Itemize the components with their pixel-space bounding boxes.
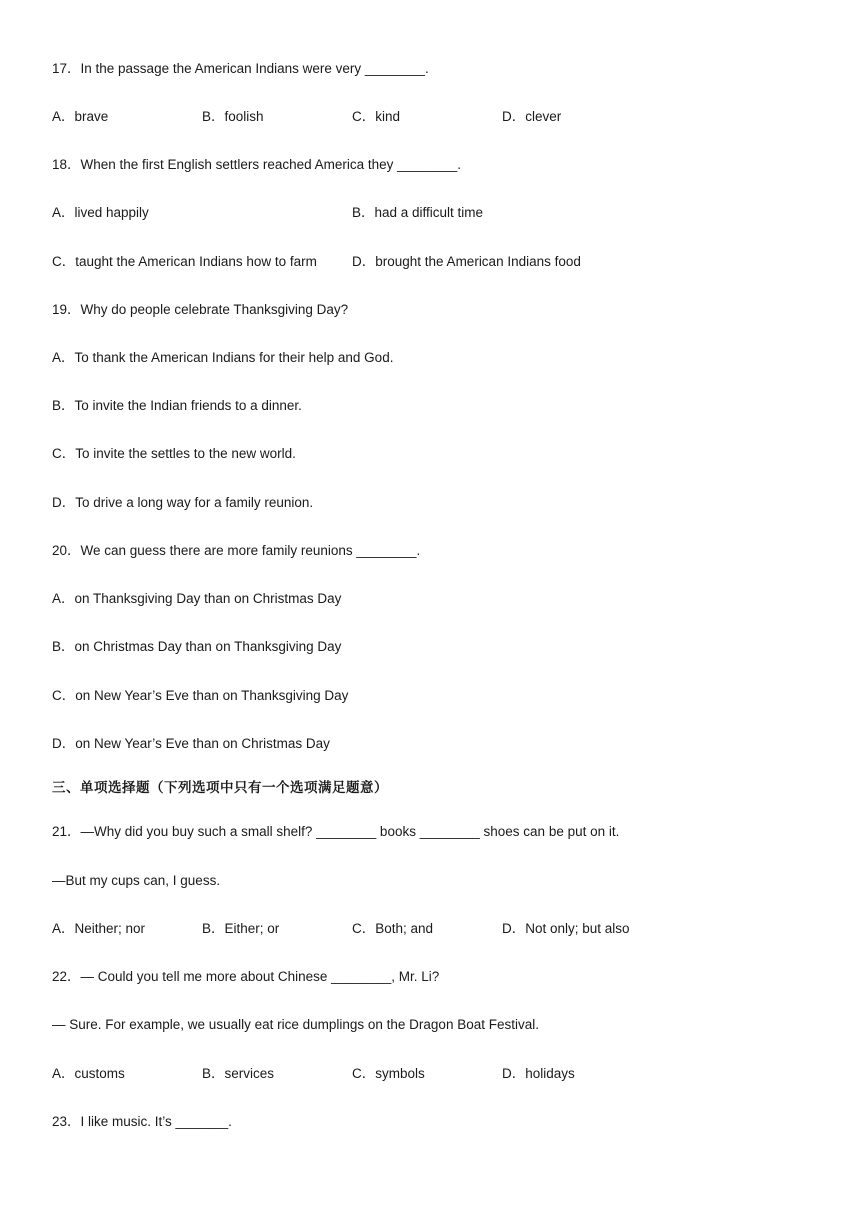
question-21-stem: 21．—Why did you buy such a small shelf? ________ books ________ shoes can be put on it. bbox=[52, 824, 620, 839]
question-19-option-c: C．To invite the settles to the new world. bbox=[52, 446, 296, 461]
question-19-option-d: D．To drive a long way for a family reunion. bbox=[52, 495, 314, 510]
section-heading: 三、单项选择题（下列选项中只有一个选项满足题意） bbox=[52, 780, 388, 796]
question-23-stem: 23．I like music. It’s _______. bbox=[52, 1114, 232, 1129]
question-19-stem: 19．Why do people celebrate Thanksgiving Day? bbox=[52, 302, 349, 317]
question-17-option-a: A．brave bbox=[52, 109, 109, 124]
question-21-option-b: B．Either; or bbox=[202, 921, 280, 936]
question-18-option-a: A．lived happily bbox=[52, 205, 149, 220]
question-18-option-d: D．brought the American Indians food bbox=[352, 254, 581, 269]
question-22-option-d: D．holidays bbox=[502, 1066, 575, 1081]
question-22-option-c: C．symbols bbox=[352, 1066, 425, 1081]
question-22-stem: 22．— Could you tell me more about Chinese ________, Mr. Li? bbox=[52, 969, 440, 984]
question-19-option-b: B．To invite the Indian friends to a dinner. bbox=[52, 398, 302, 413]
question-18-option-c: C．taught the American Indians how to farm bbox=[52, 254, 317, 269]
question-20-option-b: B．on Christmas Day than on Thanksgiving Day bbox=[52, 639, 342, 654]
question-21-option-c: C．Both; and bbox=[352, 921, 434, 936]
question-20-option-a: A．on Thanksgiving Day than on Christmas Day bbox=[52, 591, 342, 606]
question-21-option-a: A．Neither; nor bbox=[52, 921, 146, 936]
question-19-option-a: A．To thank the American Indians for their help and God. bbox=[52, 350, 394, 365]
question-17-option-d: D．clever bbox=[502, 109, 562, 124]
question-18-stem: 18．When the first English settlers reached America they ________. bbox=[52, 157, 461, 172]
question-20-option-c: C．on New Year’s Eve than on Thanksgiving Day bbox=[52, 688, 349, 703]
question-17-option-c: C．kind bbox=[352, 109, 401, 124]
question-22-reply: — Sure. For example, we usually eat rice dumplings on the Dragon Boat Festival. bbox=[52, 1017, 539, 1032]
question-22-option-b: B．services bbox=[202, 1066, 275, 1081]
question-22-option-a: A．customs bbox=[52, 1066, 125, 1081]
question-21-reply: —But my cups can, I guess. bbox=[52, 873, 221, 888]
question-17-stem: 17．In the passage the American Indians were very ________. bbox=[52, 61, 429, 76]
question-20-option-d: D．on New Year’s Eve than on Christmas Day bbox=[52, 736, 330, 751]
question-20-stem: 20．We can guess there are more family reunions ________. bbox=[52, 543, 421, 558]
question-17-option-b: B．foolish bbox=[202, 109, 264, 124]
question-18-option-b: B．had a difficult time bbox=[352, 205, 484, 220]
question-21-option-d: D．Not only; but also bbox=[502, 921, 630, 936]
